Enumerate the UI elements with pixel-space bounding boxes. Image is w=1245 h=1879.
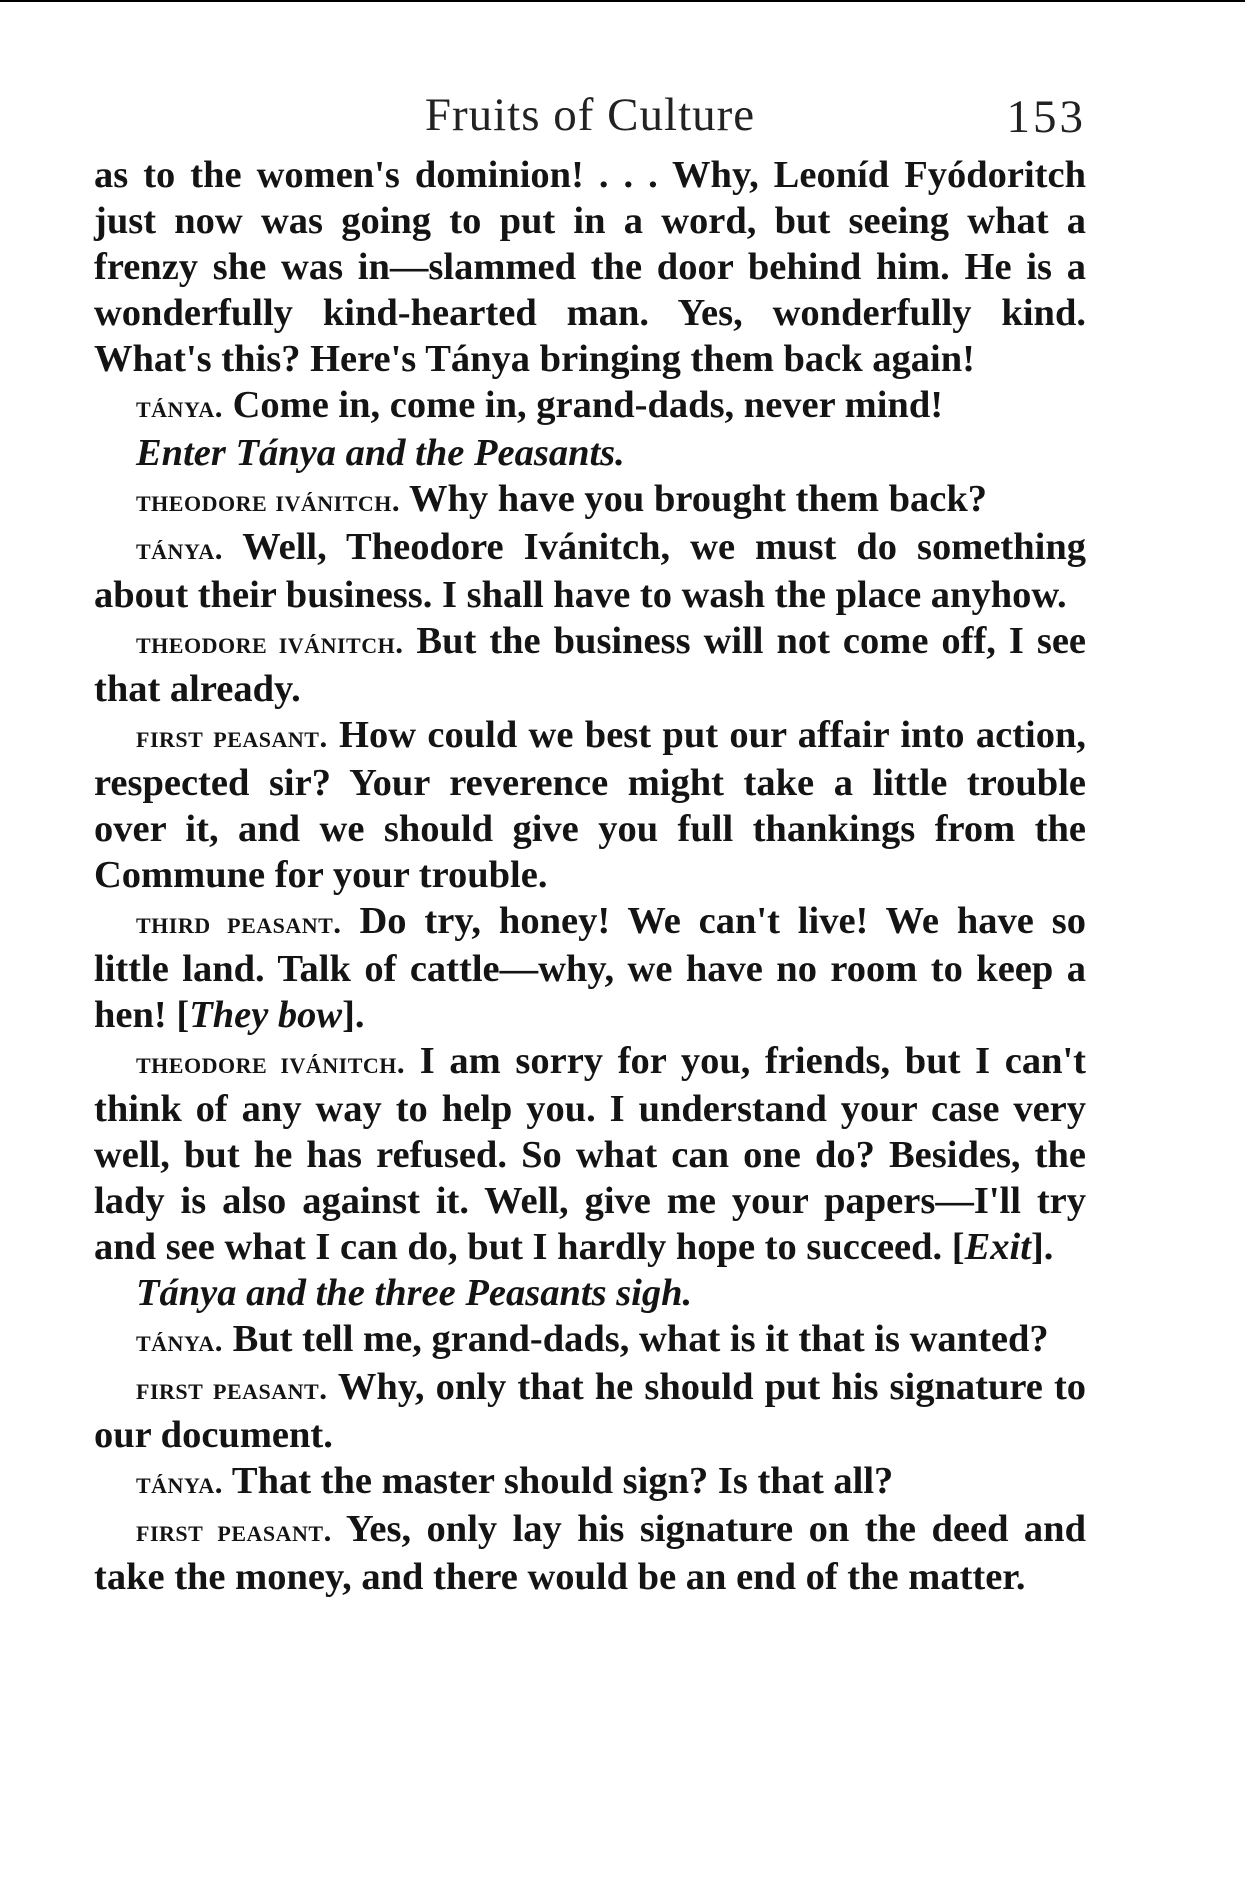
dialogue-tanya-1 bbox=[94, 382, 1086, 430]
inline-stage-direction: They bow bbox=[189, 994, 343, 1036]
dialogue-theodore-1 bbox=[94, 476, 1086, 524]
body-text bbox=[94, 152, 1086, 1600]
speaker-name: first peasant. bbox=[136, 719, 328, 754]
stage-direction-sigh: Tánya and the three Peasants sigh. bbox=[136, 1272, 693, 1314]
dialogue-first-peasant-2 bbox=[94, 1364, 1086, 1458]
speaker-name: first peasant. bbox=[136, 1513, 332, 1548]
running-head bbox=[94, 88, 1086, 152]
dialogue-tanya-4 bbox=[94, 1458, 1086, 1506]
dialogue-text: Well, Theodore Ivánitch, we must do something about their business. I shall have to wash the place anyhow. bbox=[94, 526, 1086, 616]
dialogue-theodore-2 bbox=[94, 618, 1086, 712]
dialogue-tanya-2 bbox=[94, 524, 1086, 618]
dialogue-text: But tell me, grand-dads, what is it that is wanted? bbox=[222, 1318, 1049, 1360]
stage-bracket-close: ]. bbox=[342, 994, 365, 1036]
dialogue-text: I am sorry for you, friends, but I can't think of any way to help you. I understand your case very well, but he has refused. So what can one do? Besides, the lady is also against it. Well, give me your papers—I'll try and see what I can do, but I hardly hope to succeed. bbox=[94, 1040, 1086, 1268]
speaker-name: tánya. bbox=[136, 1323, 223, 1358]
dialogue-first-peasant-1 bbox=[94, 712, 1086, 898]
stage-bracket-open: [ bbox=[951, 1226, 965, 1268]
page-number: 153 bbox=[1006, 91, 1086, 143]
speaker-name: tánya. bbox=[136, 389, 223, 424]
speaker-name: theodore ivánitch. bbox=[136, 625, 404, 660]
stage-bracket-close: ]. bbox=[1030, 1226, 1054, 1268]
speaker-name: tánya. bbox=[136, 531, 223, 566]
dialogue-tanya-3 bbox=[94, 1316, 1086, 1364]
dialogue-text: Why have you brought them back? bbox=[400, 478, 987, 520]
dialogue-third-peasant-1 bbox=[94, 898, 1086, 1038]
paragraph-continuation: as to the women's dominion! . . . Why, Leoníd Fyódoritch just now was going to put in a word, but seeing what a frenzy she was in—slammed the door behind him. He is a wonderfully kind-hearted man. Yes, wonderfully kind. What's this? Here's Tánya bringing them back again! bbox=[94, 154, 1086, 380]
running-title: Fruits of Culture bbox=[424, 89, 756, 141]
dialogue-text: Do try, honey! We can't live! We have so little land. Talk of cattle—why, we have no room to keep a hen! bbox=[94, 900, 1086, 1036]
dialogue-first-peasant-3 bbox=[94, 1506, 1086, 1600]
speaker-name: third peasant. bbox=[136, 905, 342, 940]
page-top-edge bbox=[0, 0, 1245, 2]
book-page bbox=[94, 88, 1086, 1600]
dialogue-text: But the business will not come off, I see that already. bbox=[94, 620, 1087, 710]
inline-stage-direction: Exit bbox=[964, 1226, 1031, 1268]
dialogue-theodore-3 bbox=[94, 1038, 1086, 1270]
dialogue-text: That the master should sign? Is that all? bbox=[222, 1460, 894, 1502]
dialogue-text: Why, only that he should put his signature to our document. bbox=[94, 1366, 1087, 1456]
speaker-name: tánya. bbox=[136, 1465, 223, 1500]
speaker-name: theodore ivánitch. bbox=[136, 483, 401, 518]
speaker-name: theodore ivánitch. bbox=[136, 1045, 406, 1080]
stage-bracket-open: [ bbox=[176, 994, 190, 1036]
speaker-name: first peasant. bbox=[136, 1371, 328, 1406]
stage-direction-enter: Enter Tánya and the Peasants. bbox=[136, 432, 625, 474]
dialogue-text: Come in, come in, grand-dads, never mind! bbox=[222, 384, 944, 426]
dialogue-text: How could we best put our affair into action, respected sir? Your reverence might take a little trouble over it, and we should give you full thankings from the Commune for your trouble. bbox=[94, 714, 1087, 896]
dialogue-text: Yes, only lay his signature on the deed and take the money, and there would be an end of the matter. bbox=[94, 1508, 1087, 1598]
